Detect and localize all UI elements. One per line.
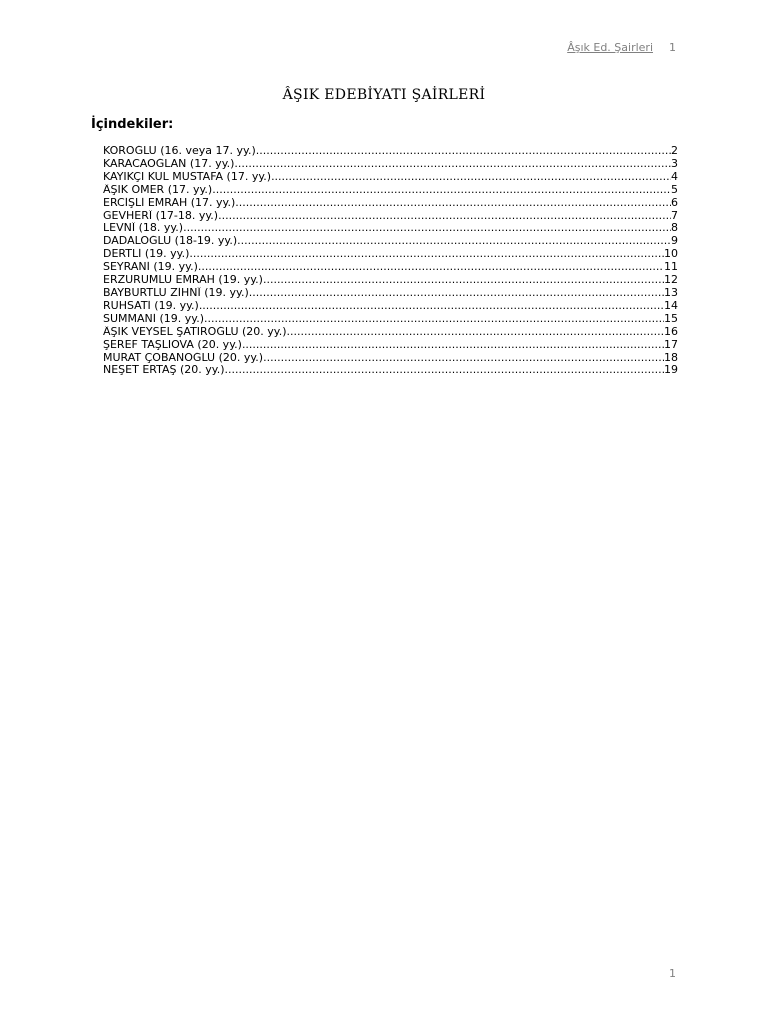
toc-entry[interactable] xyxy=(103,235,678,248)
table-of-contents xyxy=(103,145,678,377)
toc-entry[interactable] xyxy=(103,313,678,326)
toc-entry-page: 9 xyxy=(671,235,678,248)
toc-entry[interactable] xyxy=(103,261,678,274)
toc-entry[interactable] xyxy=(103,197,678,210)
dot-leader xyxy=(271,171,671,184)
dot-leader xyxy=(287,326,664,339)
toc-entry-page: 19 xyxy=(664,364,678,377)
toc-entry-page: 10 xyxy=(664,248,678,261)
toc-entry-page: 15 xyxy=(664,312,678,325)
toc-entry-text: GEVHERÎ (17-18. yy.) xyxy=(103,209,219,222)
toc-entry-page: 4 xyxy=(671,170,678,183)
toc-entry-page: 13 xyxy=(664,286,678,299)
dot-leader xyxy=(249,287,664,300)
toc-entry-page: 7 xyxy=(671,209,678,222)
toc-entry[interactable] xyxy=(103,352,678,365)
dot-leader xyxy=(242,339,664,352)
toc-entry[interactable] xyxy=(103,326,678,339)
toc-entry[interactable] xyxy=(103,171,678,184)
dot-leader xyxy=(234,158,671,171)
dot-leader xyxy=(218,210,671,223)
dot-leader xyxy=(235,197,671,210)
toc-entry-page: 6 xyxy=(671,196,678,209)
toc-entry-text: SÜMMANİ (19. yy.) xyxy=(103,312,205,325)
page-header xyxy=(567,41,676,54)
toc-entry-text: RUHSATİ (19. yy.) xyxy=(103,299,199,312)
toc-entry-page: 11 xyxy=(664,261,678,274)
dot-leader xyxy=(263,274,664,287)
toc-entry-text: SEYRANİ (19. yy.) xyxy=(103,261,198,274)
toc-entry[interactable] xyxy=(103,210,678,223)
toc-entry[interactable] xyxy=(103,287,678,300)
dot-leader xyxy=(225,364,664,377)
toc-entry[interactable] xyxy=(103,145,678,158)
footer-page-number: 1 xyxy=(669,967,676,980)
toc-entry-text: ERZURUMLU EMRAH (19. yy.) xyxy=(103,274,263,287)
running-title: Âşık Ed. Şairleri xyxy=(567,41,653,54)
toc-entry-text: KARACAOĞLAN (17. yy.) xyxy=(103,157,235,170)
toc-entry[interactable] xyxy=(103,300,678,313)
dot-leader xyxy=(263,352,664,365)
toc-entry-page: 16 xyxy=(664,325,678,338)
toc-entry-page: 18 xyxy=(664,351,678,364)
toc-entry-text: DERTLİ (19. yy.) xyxy=(103,248,190,261)
dot-leader xyxy=(204,313,664,326)
dot-leader xyxy=(212,184,671,197)
toc-entry-text: KAYIKÇI KUL MUSTAFA (17. yy.) xyxy=(103,170,272,183)
dot-leader xyxy=(189,248,664,261)
toc-entry-page: 5 xyxy=(671,183,678,196)
toc-entry[interactable] xyxy=(103,339,678,352)
toc-entry[interactable] xyxy=(103,158,678,171)
toc-entry-text: ÂŞIK ÖMER (17. yy.) xyxy=(103,183,213,196)
toc-entry[interactable] xyxy=(103,248,678,261)
toc-entry-text: ÂŞIK VEYSEL ŞATIROĞLU (20. yy.) xyxy=(103,325,287,338)
toc-entry-page: 3 xyxy=(671,157,678,170)
document-title: ÂŞIK EDEBİYATI ŞAİRLERİ xyxy=(282,87,486,103)
toc-entry-text: MURAT ÇOBANOĞLU (20. yy.) xyxy=(103,351,264,364)
header-page-number: 1 xyxy=(669,41,676,54)
toc-entry-text: ŞEREF TAŞLIOVA (20. yy.) xyxy=(103,338,242,351)
toc-entry-text: LEVNÎ (18. yy.) xyxy=(103,222,184,235)
toc-heading: İçindekiler: xyxy=(91,117,174,132)
toc-entry[interactable] xyxy=(103,222,678,235)
toc-entry-page: 17 xyxy=(664,338,678,351)
toc-entry-text: DADALOĞLU (18-19. yy.) xyxy=(103,235,238,248)
toc-entry-page: 8 xyxy=(671,222,678,235)
toc-entry-text: BAYBURTLU ZİHNÎ (19. yy.) xyxy=(103,286,249,299)
dot-leader xyxy=(199,300,664,313)
toc-entry-page: 2 xyxy=(671,145,678,157)
toc-entry[interactable] xyxy=(103,364,678,377)
toc-entry-page: 12 xyxy=(664,274,678,287)
toc-entry-text: NEŞET ERTAŞ (20. yy.) xyxy=(103,364,225,377)
dot-leader xyxy=(198,261,664,274)
dot-leader xyxy=(183,222,671,235)
toc-entry-text: ERCİŞLİ EMRAH (17. yy.) xyxy=(103,196,236,209)
dot-leader xyxy=(256,145,671,158)
toc-entry[interactable] xyxy=(103,184,678,197)
dot-leader xyxy=(237,235,671,248)
toc-entry[interactable] xyxy=(103,274,678,287)
toc-entry-page: 14 xyxy=(664,299,678,312)
toc-entry-text: KÖROĞLU (16. veya 17. yy.) xyxy=(103,145,256,157)
